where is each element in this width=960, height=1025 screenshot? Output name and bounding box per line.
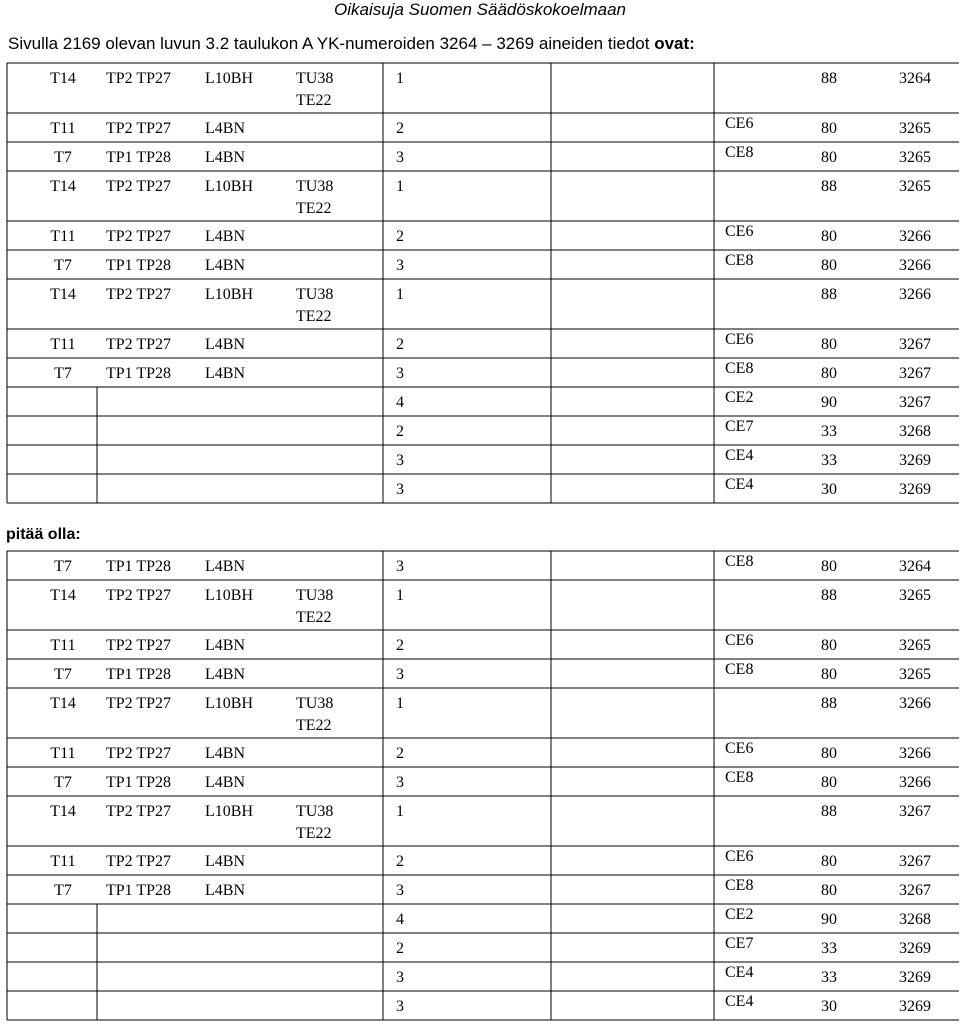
table_a-cell-8-5: CE8 [725, 360, 754, 377]
table_b-cell-11-4: 2 [396, 940, 404, 957]
table_b-cell-6-5: CE8 [725, 769, 754, 786]
table_a-cell-6-3-l0: TU38 [296, 286, 334, 303]
table_b-cell-11-6: 33 [821, 940, 837, 957]
table_a-cell-0-7: 3264 [899, 70, 931, 87]
table_b-cell-2-2: L4BN [205, 637, 245, 654]
table_a-cell-0-2: L10BH [205, 70, 253, 87]
table_a-cell-9-6: 90 [821, 394, 837, 411]
table_a-cell-0-0: T14 [50, 70, 76, 87]
table_a-cell-9-4: 4 [396, 394, 404, 411]
table_b-cell-0-6: 80 [821, 558, 837, 575]
table_a-cell-11-4: 3 [396, 452, 404, 469]
table_b-cell-1-2: L10BH [205, 587, 253, 604]
table_b-cell-0-5: CE8 [725, 553, 754, 570]
table_b-cell-4-4: 1 [396, 695, 404, 712]
table_b-cell-9-6: 80 [821, 882, 837, 899]
table_a-cell-7-0: T11 [50, 336, 76, 353]
table_a-cell-6-1: TP2 TP27 [106, 286, 172, 303]
table_a-cell-2-7: 3265 [899, 149, 931, 166]
table_b-cell-7-1: TP2 TP27 [106, 803, 172, 820]
table_a-cell-12-5: CE4 [725, 476, 754, 493]
table_b-cell-10-7: 3268 [899, 911, 931, 928]
table_b-cell-12-6: 33 [821, 969, 837, 986]
table_a-cell-0-1: TP2 TP27 [106, 70, 172, 87]
table_a-cell-7-7: 3267 [899, 336, 931, 353]
table_a-cell-7-5: CE6 [725, 331, 754, 348]
table_b-cell-3-4: 3 [396, 666, 404, 683]
table_a-cell-0-3-l1: TE22 [296, 92, 332, 109]
table_a-cell-5-0: T7 [54, 257, 72, 274]
table_b-cell-8-0: T11 [50, 853, 76, 870]
table_a-cell-8-7: 3267 [899, 365, 931, 382]
table_b-cell-1-7: 3265 [899, 587, 931, 604]
table_a-cell-3-4: 1 [396, 178, 404, 195]
intro-bold: ovat: [654, 34, 695, 53]
table_a-cell-6-6: 88 [821, 286, 837, 303]
table_b-cell-8-1: TP2 TP27 [106, 853, 172, 870]
table_a-cell-2-1: TP1 TP28 [106, 149, 172, 166]
table_b-cell-6-4: 3 [396, 774, 404, 791]
intro-main: Sivulla 2169 olevan luvun 3.2 taulukon A YK-numeroiden 3264 – 3269 aineiden tiedot [8, 34, 655, 53]
table_b-cell-5-2: L4BN [205, 745, 245, 762]
table_b-cell-12-7: 3269 [899, 969, 931, 986]
table_b-cell-5-6: 80 [821, 745, 837, 762]
table_b-cell-3-6: 80 [821, 666, 837, 683]
table_b-cell-10-6: 90 [821, 911, 837, 928]
table_a-cell-5-5: CE8 [725, 252, 754, 269]
table_a-cell-0-3-l0: TU38 [296, 70, 334, 87]
table_a-cell-3-1: TP2 TP27 [106, 178, 172, 195]
table_a-cell-3-0: T14 [50, 178, 76, 195]
table_a-cell-4-0: T11 [50, 228, 76, 245]
table_b-cell-10-4: 4 [396, 911, 404, 928]
table_b-cell-9-0: T7 [54, 882, 72, 899]
table_a-cell-3-6: 88 [821, 178, 837, 195]
table_b-cell-2-0: T11 [50, 637, 76, 654]
table_a-cell-1-2: L4BN [205, 120, 245, 137]
table_b-cell-1-1: TP2 TP27 [106, 587, 172, 604]
table_a-cell-5-4: 3 [396, 257, 404, 274]
table_b-cell-2-5: CE6 [725, 632, 754, 649]
table_a-cell-11-7: 3269 [899, 452, 931, 469]
table_a-cell-11-5: CE4 [725, 447, 754, 464]
table_a-cell-11-6: 33 [821, 452, 837, 469]
table_a-cell-2-2: L4BN [205, 149, 245, 166]
table_a-cell-0-4: 1 [396, 70, 404, 87]
table_b-cell-9-2: L4BN [205, 882, 245, 899]
table_b-cell-8-6: 80 [821, 853, 837, 870]
table_a-cell-3-3-l0: TU38 [296, 178, 334, 195]
table_a-cell-7-4: 2 [396, 336, 404, 353]
table_b-cell-12-4: 3 [396, 969, 404, 986]
table_b-cell-8-5: CE6 [725, 848, 754, 865]
table_a-cell-10-5: CE7 [725, 418, 754, 435]
table_a-cell-1-0: T11 [50, 120, 76, 137]
table_a-cell-6-2: L10BH [205, 286, 253, 303]
table_b-cell-0-4: 3 [396, 558, 404, 575]
table_b-cell-2-6: 80 [821, 637, 837, 654]
table_b-cell-8-4: 2 [396, 853, 404, 870]
table_b-cell-10-5: CE2 [725, 906, 754, 923]
table_b-cell-5-0: T11 [50, 745, 76, 762]
table_b-cell-3-2: L4BN [205, 666, 245, 683]
table_b-cell-4-1: TP2 TP27 [106, 695, 172, 712]
table_a-cell-4-2: L4BN [205, 228, 245, 245]
table_a-cell-2-6: 80 [821, 149, 837, 166]
table_b-cell-1-6: 88 [821, 587, 837, 604]
table_b-cell-4-7: 3266 [899, 695, 931, 712]
table_a-cell-5-2: L4BN [205, 257, 245, 274]
table_b-cell-1-4: 1 [396, 587, 404, 604]
table_b-cell-8-7: 3267 [899, 853, 931, 870]
table_b-cell-9-5: CE8 [725, 877, 754, 894]
table_a-cell-12-7: 3269 [899, 481, 931, 498]
table_a-cell-5-6: 80 [821, 257, 837, 274]
table_a-cell-4-1: TP2 TP27 [106, 228, 172, 245]
table_a-cell-8-1: TP1 TP28 [106, 365, 172, 382]
table_b-cell-4-0: T14 [50, 695, 76, 712]
table_b-cell-5-7: 3266 [899, 745, 931, 762]
table_a-cell-6-7: 3266 [899, 286, 931, 303]
table_b-cell-7-3-l0: TU38 [296, 803, 334, 820]
table_b-cell-5-1: TP2 TP27 [106, 745, 172, 762]
table_b-cell-6-7: 3266 [899, 774, 931, 791]
table_b-cell-2-4: 2 [396, 637, 404, 654]
table_b-cell-0-2: L4BN [205, 558, 245, 575]
table_a-cell-6-4: 1 [396, 286, 404, 303]
page-header: Oikaisuja Suomen Säädöskokoelmaan [334, 0, 627, 19]
table_b-cell-4-3-l1: TE22 [296, 717, 332, 734]
table_b-cell-3-7: 3265 [899, 666, 931, 683]
table_a-cell-7-2: L4BN [205, 336, 245, 353]
table_a-cell-8-6: 80 [821, 365, 837, 382]
table_a-cell-8-0: T7 [54, 365, 72, 382]
table_b-cell-6-6: 80 [821, 774, 837, 791]
table_a-cell-10-7: 3268 [899, 423, 931, 440]
table_b-cell-4-2: L10BH [205, 695, 253, 712]
table_b-cell-5-4: 2 [396, 745, 404, 762]
table_b-cell-6-1: TP1 TP28 [106, 774, 172, 791]
table_b-cell-9-4: 3 [396, 882, 404, 899]
table_b-cell-2-1: TP2 TP27 [106, 637, 172, 654]
table_b-cell-9-7: 3267 [899, 882, 931, 899]
table_b-cell-8-2: L4BN [205, 853, 245, 870]
table_b-cell-11-5: CE7 [725, 935, 754, 952]
table_b-cell-4-3-l0: TU38 [296, 695, 334, 712]
table_a-cell-1-4: 2 [396, 120, 404, 137]
table_a-cell-9-7: 3267 [899, 394, 931, 411]
table_a-cell-12-4: 3 [396, 481, 404, 498]
table_a-cell-3-3-l1: TE22 [296, 200, 332, 217]
table_a-cell-4-7: 3266 [899, 228, 931, 245]
table_a-cell-7-6: 80 [821, 336, 837, 353]
table_a-cell-10-4: 2 [396, 423, 404, 440]
table_b-cell-3-1: TP1 TP28 [106, 666, 172, 683]
table_b-cell-6-0: T7 [54, 774, 72, 791]
table_b-cell-7-4: 1 [396, 803, 404, 820]
table_a-cell-2-4: 3 [396, 149, 404, 166]
table_b-cell-13-5: CE4 [725, 993, 754, 1010]
table_a-cell-1-1: TP2 TP27 [106, 120, 172, 137]
table_b-cell-11-7: 3269 [899, 940, 931, 957]
table_a-cell-5-7: 3266 [899, 257, 931, 274]
table_b-cell-2-7: 3265 [899, 637, 931, 654]
table_b-cell-13-6: 30 [821, 998, 837, 1015]
table_a-cell-6-0: T14 [50, 286, 76, 303]
table_a-cell-0-6: 88 [821, 70, 837, 87]
table_b-cell-3-0: T7 [54, 666, 72, 683]
table_a-cell-12-6: 30 [821, 481, 837, 498]
table_a-cell-4-6: 80 [821, 228, 837, 245]
table_a-cell-2-5: CE8 [725, 144, 754, 161]
table_a-cell-3-7: 3265 [899, 178, 931, 195]
table_b-cell-0-1: TP1 TP28 [106, 558, 172, 575]
table_a-cell-8-4: 3 [396, 365, 404, 382]
table_b-cell-7-3-l1: TE22 [296, 825, 332, 842]
table_b-cell-6-2: L4BN [205, 774, 245, 791]
table_b-cell-7-2: L10BH [205, 803, 253, 820]
table_b-cell-13-7: 3269 [899, 998, 931, 1015]
table_b-cell-1-0: T14 [50, 587, 76, 604]
table_a-cell-4-5: CE6 [725, 223, 754, 240]
table_b-cell-3-5: CE8 [725, 661, 754, 678]
table_b-cell-12-5: CE4 [725, 964, 754, 981]
table_b-cell-0-7: 3264 [899, 558, 931, 575]
table_a-cell-4-4: 2 [396, 228, 404, 245]
table_b-cell-1-3-l0: TU38 [296, 587, 334, 604]
table_a-cell-3-2: L10BH [205, 178, 253, 195]
table_a-cell-9-5: CE2 [725, 389, 754, 406]
section-label-correct: pitää olla: [6, 526, 81, 543]
table_b-cell-7-6: 88 [821, 803, 837, 820]
table_b-cell-9-1: TP1 TP28 [106, 882, 172, 899]
table_b-cell-13-4: 3 [396, 998, 404, 1015]
table_a-cell-5-1: TP1 TP28 [106, 257, 172, 274]
table_b-cell-1-3-l1: TE22 [296, 609, 332, 626]
table_a-cell-2-0: T7 [54, 149, 72, 166]
table_a-cell-1-7: 3265 [899, 120, 931, 137]
table_b-cell-0-0: T7 [54, 558, 72, 575]
table_a-cell-8-2: L4BN [205, 365, 245, 382]
table_b-cell-7-0: T14 [50, 803, 76, 820]
table_b-cell-4-6: 88 [821, 695, 837, 712]
table_a-cell-1-6: 80 [821, 120, 837, 137]
table_a-cell-1-5: CE6 [725, 115, 754, 132]
table_a-cell-7-1: TP2 TP27 [106, 336, 172, 353]
table_b-cell-7-7: 3267 [899, 803, 931, 820]
table_a-cell-10-6: 33 [821, 423, 837, 440]
table_a-cell-6-3-l1: TE22 [296, 308, 332, 325]
table_b-cell-5-5: CE6 [725, 740, 754, 757]
